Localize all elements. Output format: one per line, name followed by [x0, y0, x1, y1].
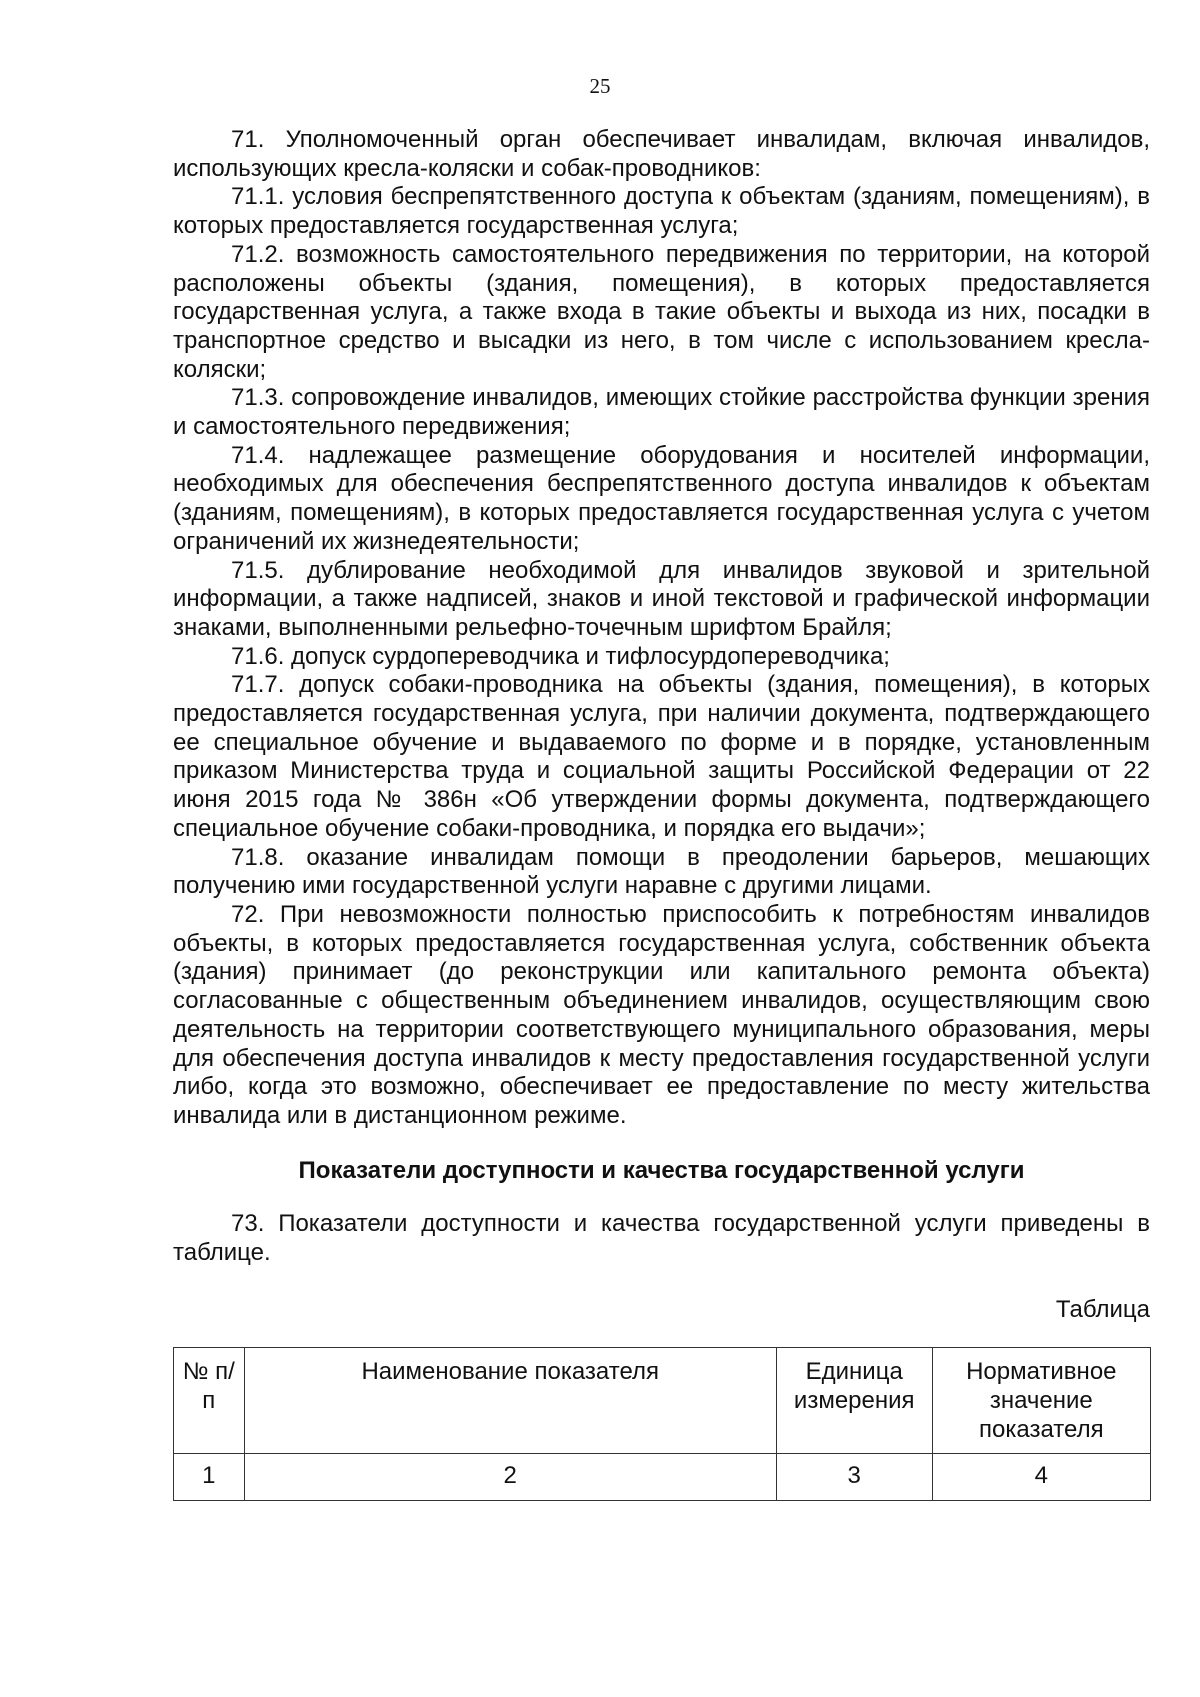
- paragraph-71-5: 71.5. дублирование необходимой для инвалидов звуковой и зрительной информации, а также надписей, знаков и иной текстовой и графической информации знаками, выполненными рельефно-точечным шрифтом Брайля;: [173, 556, 1150, 641]
- header-normative-value: Нормативное значение показателя: [932, 1348, 1150, 1453]
- table-cell: 2: [244, 1453, 776, 1501]
- paragraph-73: 73. Показатели доступности и качества государственной услуги приведены в таблице.: [173, 1210, 1150, 1267]
- paragraph-71-8: 71.8. оказание инвалидам помощи в преодолении барьеров, мешающих получению ими государственной услуги наравне с другими лицами.: [173, 843, 1150, 900]
- paragraph-71-4: 71.4. надлежащее размещение оборудования и носителей информации, необходимых для обеспечения беспрепятственного доступа инвалидов к объектам (зданиям, помещениям), в которых предоставляется государственная услуга с учетом ограничений их жизнедеятельности;: [173, 441, 1150, 555]
- table-header-row: [174, 1348, 1151, 1453]
- paragraph-71-2: 71.2. возможность самостоятельного передвижения по территории, на которой расположены объекты (здания, помещения), в которых предоставляется государственная услуга, а также входа в такие объекты и выхода из них, посадки в транспортное средство и высадки из него, в том числе с использованием кресла-коляски;: [173, 240, 1150, 383]
- table-caption: Таблица: [1055, 1295, 1150, 1323]
- paragraph-71-6: 71.6. допуск сурдопереводчика и тифлосурдопереводчика;: [231, 642, 890, 670]
- indicators-table: [173, 1347, 1151, 1501]
- table-row: [174, 1453, 1151, 1501]
- table-cell: 4: [932, 1453, 1150, 1501]
- paragraph-71-7: 71.7. допуск собаки-проводника на объекты (здания, помещения), в которых предоставляется государственная услуга, при наличии документа, подтверждающего ее специальное обучение и выдаваемого по форме и в порядке, установленным приказом Министерства труда и социальной защиты Российской Федерации от 22 июня 2015 года № 386н «Об утверждении формы документа, подтверждающего специальное обучение собаки-проводника, и порядка его выдачи»;: [173, 671, 1150, 842]
- paragraph-71-1: 71.1. условия беспрепятственного доступа к объектам (зданиям, помещениям), в которых предоставляется государственная услуга;: [173, 183, 1150, 240]
- paragraph-71: 71. Уполномоченный орган обеспечивает инвалидам, включая инвалидов, использующих кресла-коляски и собак-проводников:: [173, 126, 1150, 182]
- table-cell: 3: [776, 1453, 932, 1501]
- header-indicator-name: Наименование показателя: [244, 1348, 776, 1453]
- document-body: [173, 126, 1150, 1501]
- page-number: 25: [589, 74, 611, 98]
- table-cell: 1: [174, 1453, 245, 1501]
- paragraph-72: 72. При невозможности полностью приспособить к потребностям инвалидов объекты, в которых предоставляется государственная услуга, собственник объекта (здания) принимает (до реконструкции или капитального ремонта объекта) согласованные с общественным объединением инвалидов, осуществляющим свою деятельность на территории соответствующего муниципального образования, меры для обеспечения доступа инвалидов к месту предоставления государственной услуги либо, когда это возможно, обеспечивает ее предоставление по месту жительства инвалида или в дистанционном режиме.: [173, 900, 1150, 1129]
- header-number: № п/п: [174, 1348, 245, 1453]
- section-heading: Показатели доступности и качества государственной услуги: [298, 1156, 1025, 1184]
- paragraph-71-3: 71.3. сопровождение инвалидов, имеющих стойкие расстройства функции зрения и самостоятельного передвижения;: [173, 384, 1150, 441]
- header-unit: Единица измерения: [776, 1348, 932, 1453]
